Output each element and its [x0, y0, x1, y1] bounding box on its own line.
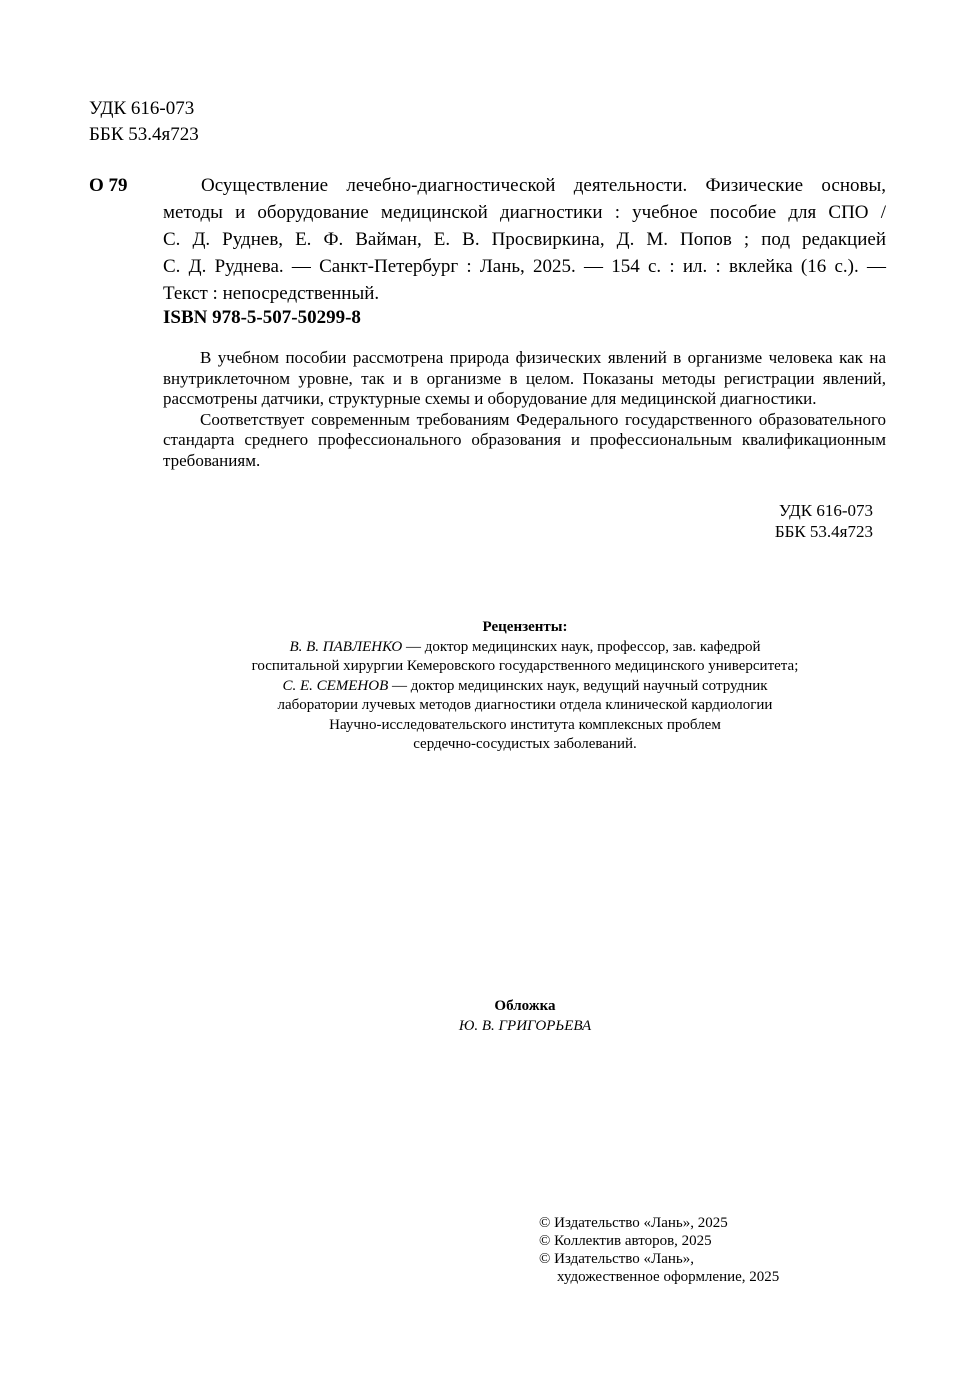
annotation-paragraph-2: Соответствует современным требованиям Федерального государственного образовательного стандарта среднего профессионального образования и профессиональным квалификационным требованиям.: [163, 409, 886, 470]
copyright-line-3: © Издательство «Лань»,: [539, 1251, 694, 1267]
annotation: [163, 348, 886, 471]
udk-code: УДК 616-073: [89, 98, 195, 119]
reviewer-2-line-3: Научно-исследовательского института комплексных проблем: [329, 716, 721, 733]
biblio-line-3: С. Д. Руднев, Е. Ф. Вайман, Е. В. Просвиркина, Д. М. Попов ; под редакцией: [163, 229, 886, 250]
classification-block: [89, 96, 199, 148]
reviewers-heading: Рецензенты:: [482, 619, 568, 635]
annotation-paragraph-1: В учебном пособии рассмотрена природа физических явлений в организме человека как на внутриклеточном уровне, так и в организме в целом. Показаны методы регистрации явлений, рассмотрены датчики, структурные схемы и оборудование для медицинской диагностики.: [163, 348, 886, 408]
copyright-line-4: художественное оформление, 2025: [557, 1269, 780, 1285]
biblio-line-5: Текст : непосредственный.: [163, 283, 380, 304]
udk-code-repeat: УДК 616-073: [778, 501, 873, 520]
reviewer-2-line-1: — доктор медицинских наук, ведущий научный сотрудник: [388, 677, 768, 694]
reviewer-1-intro: [150, 638, 900, 658]
reviewer-1-name: В. В. ПАВЛЕНКО: [289, 638, 403, 655]
reviewer-2-line-2: лаборатории лучевых методов диагностики отдела клинической кардиологии: [277, 697, 773, 713]
reviewer-2-line-4: сердечно-сосудистых заболеваний.: [413, 736, 637, 752]
copyright-line-2: © Коллектив авторов, 2025: [539, 1233, 712, 1249]
bbk-code: ББК 53.4я723: [89, 124, 199, 145]
cover-credit: [375, 996, 675, 1036]
biblio-line-2: методы и оборудование медицинской диагностики : учебное пособие для СПО /: [163, 202, 886, 223]
cover-designer: Ю. В. ГРИГОРЬЕВА: [458, 1018, 592, 1034]
isbn: ISBN 978-5-507-50299-8: [163, 307, 361, 328]
reviewer-2-intro: [150, 677, 900, 697]
bbk-code-repeat: ББК 53.4я723: [774, 522, 873, 541]
biblio-line-1: Осуществление лечебно-диагностической деятельности. Физические основы,: [201, 175, 886, 196]
author-mark: О 79: [89, 175, 128, 196]
cover-heading: Обложка: [494, 998, 556, 1014]
copyright-line-1: © Издательство «Лань», 2025: [539, 1215, 728, 1231]
bibliographic-record: [163, 172, 886, 307]
reviewer-1-line-2: госпитальной хирургии Кемеровского государственного медицинского университета;: [251, 658, 799, 674]
classification-block-repeat: [740, 500, 873, 542]
reviewers-block: [150, 618, 900, 755]
reviewer-2-name: С. Е. СЕМЕНОВ: [282, 677, 389, 694]
biblio-line-4: С. Д. Руднева. — Санкт-Петербург : Лань, 2025. — 154 с. : ил. : вклейка (16 с.). —: [163, 256, 886, 277]
reviewer-1-line-1: — доктор медицинских наук, профессор, зав. кафедрой: [402, 638, 761, 655]
copyright-block: [539, 1214, 839, 1286]
